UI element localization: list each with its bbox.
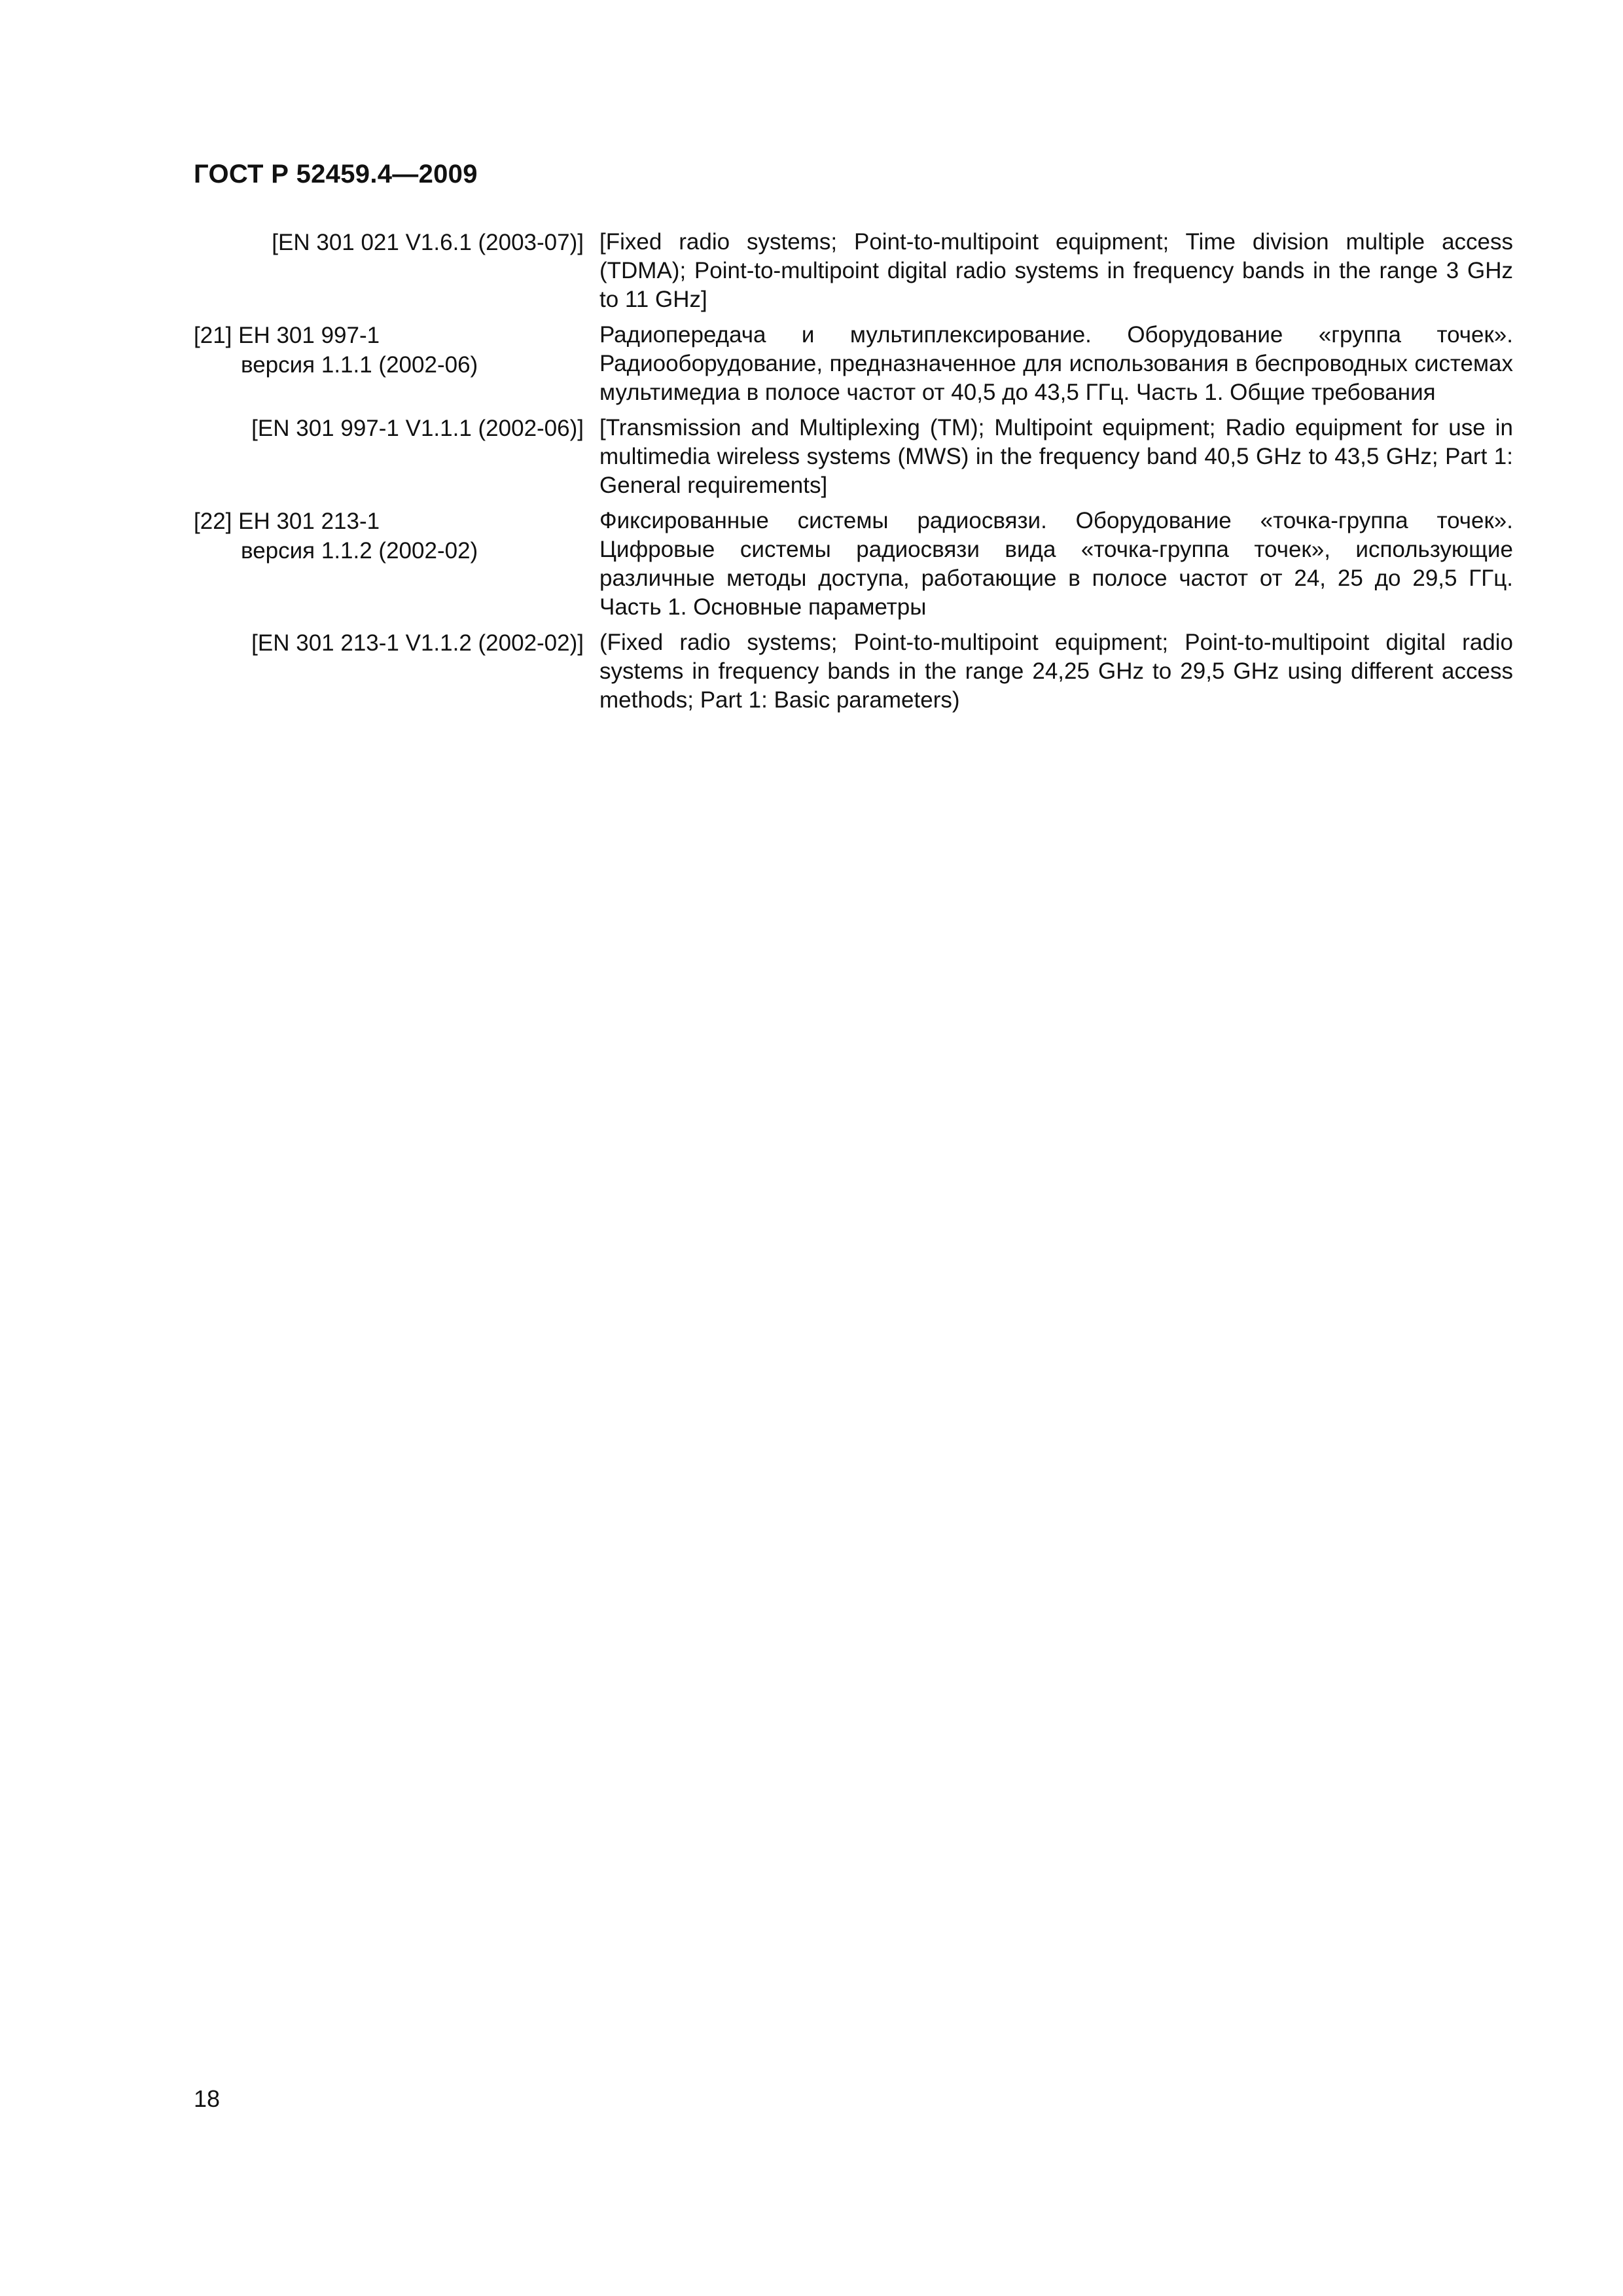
page-number: 18	[194, 2085, 221, 2112]
reference-designation: [EN 301 997-1 V1.1.1 (2002-06)]	[251, 416, 584, 441]
reference-title: Радиопередача и мультиплексирование. Оборудование «группа точек». Радиооборудование, предназначенное для использования в беспроводных системах мультимедиа в полосе частот от 40,5 до 43,5 ГГц. Часть 1. Общие требования	[599, 322, 1513, 405]
reference-number: [21]	[194, 323, 232, 348]
reference-designation: ЕН 301 997-1	[238, 323, 380, 348]
bibliography-entry	[194, 321, 1513, 407]
bibliography-entry	[194, 507, 1513, 622]
reference-designation: ЕН 301 213-1	[238, 509, 380, 534]
reference-designation-block	[194, 228, 599, 257]
reference-designation-block	[194, 628, 599, 658]
reference-version: версия 1.1.2 (2002-02)	[241, 538, 478, 564]
bibliography-entry	[194, 414, 1513, 500]
reference-title: Фиксированные системы радиосвязи. Оборудование «точка-группа точек». Цифровые системы радиосвязи вида «точка-группа точек», использующие различные методы доступа, работающие в полосе частот от 24, 25 до 29,5 ГГц. Часть 1. Основные параметры	[599, 508, 1513, 620]
reference-designation: [EN 301 021 V1.6.1 (2003-07)]	[272, 230, 584, 255]
reference-title: (Fixed radio systems; Point-to-multipoint equipment; Point-to-multipoint digital radio systems in frequency bands in the range 24,25 GHz to 29,5 GHz using different access methods; Part 1: Basic parameters)	[599, 630, 1513, 713]
reference-designation-block	[194, 507, 599, 565]
bibliography-entry	[194, 228, 1513, 314]
reference-designation-block	[194, 414, 599, 443]
reference-designation-block	[194, 321, 599, 380]
reference-title: [Transmission and Multiplexing (TM); Multipoint equipment; Radio equipment for use in multimedia wireless systems (MWS) in the frequency band 40,5 GHz to 43,5 GHz; Part 1: General requirements]	[599, 415, 1513, 498]
reference-number: [22]	[194, 509, 232, 534]
reference-designation: [EN 301 213-1 V1.1.2 (2002-02)]	[251, 630, 584, 656]
bibliography-list	[194, 228, 1513, 721]
bibliography-entry	[194, 628, 1513, 715]
reference-version: версия 1.1.1 (2002-06)	[241, 352, 478, 378]
document-header: ГОСТ Р 52459.4—2009	[194, 160, 478, 188]
reference-title: [Fixed radio systems; Point-to-multipoint equipment; Time division multiple access (TDMA); Point-to-multipoint digital radio systems in frequency bands in the range 3 GHz to 11 GHz]	[599, 229, 1513, 312]
